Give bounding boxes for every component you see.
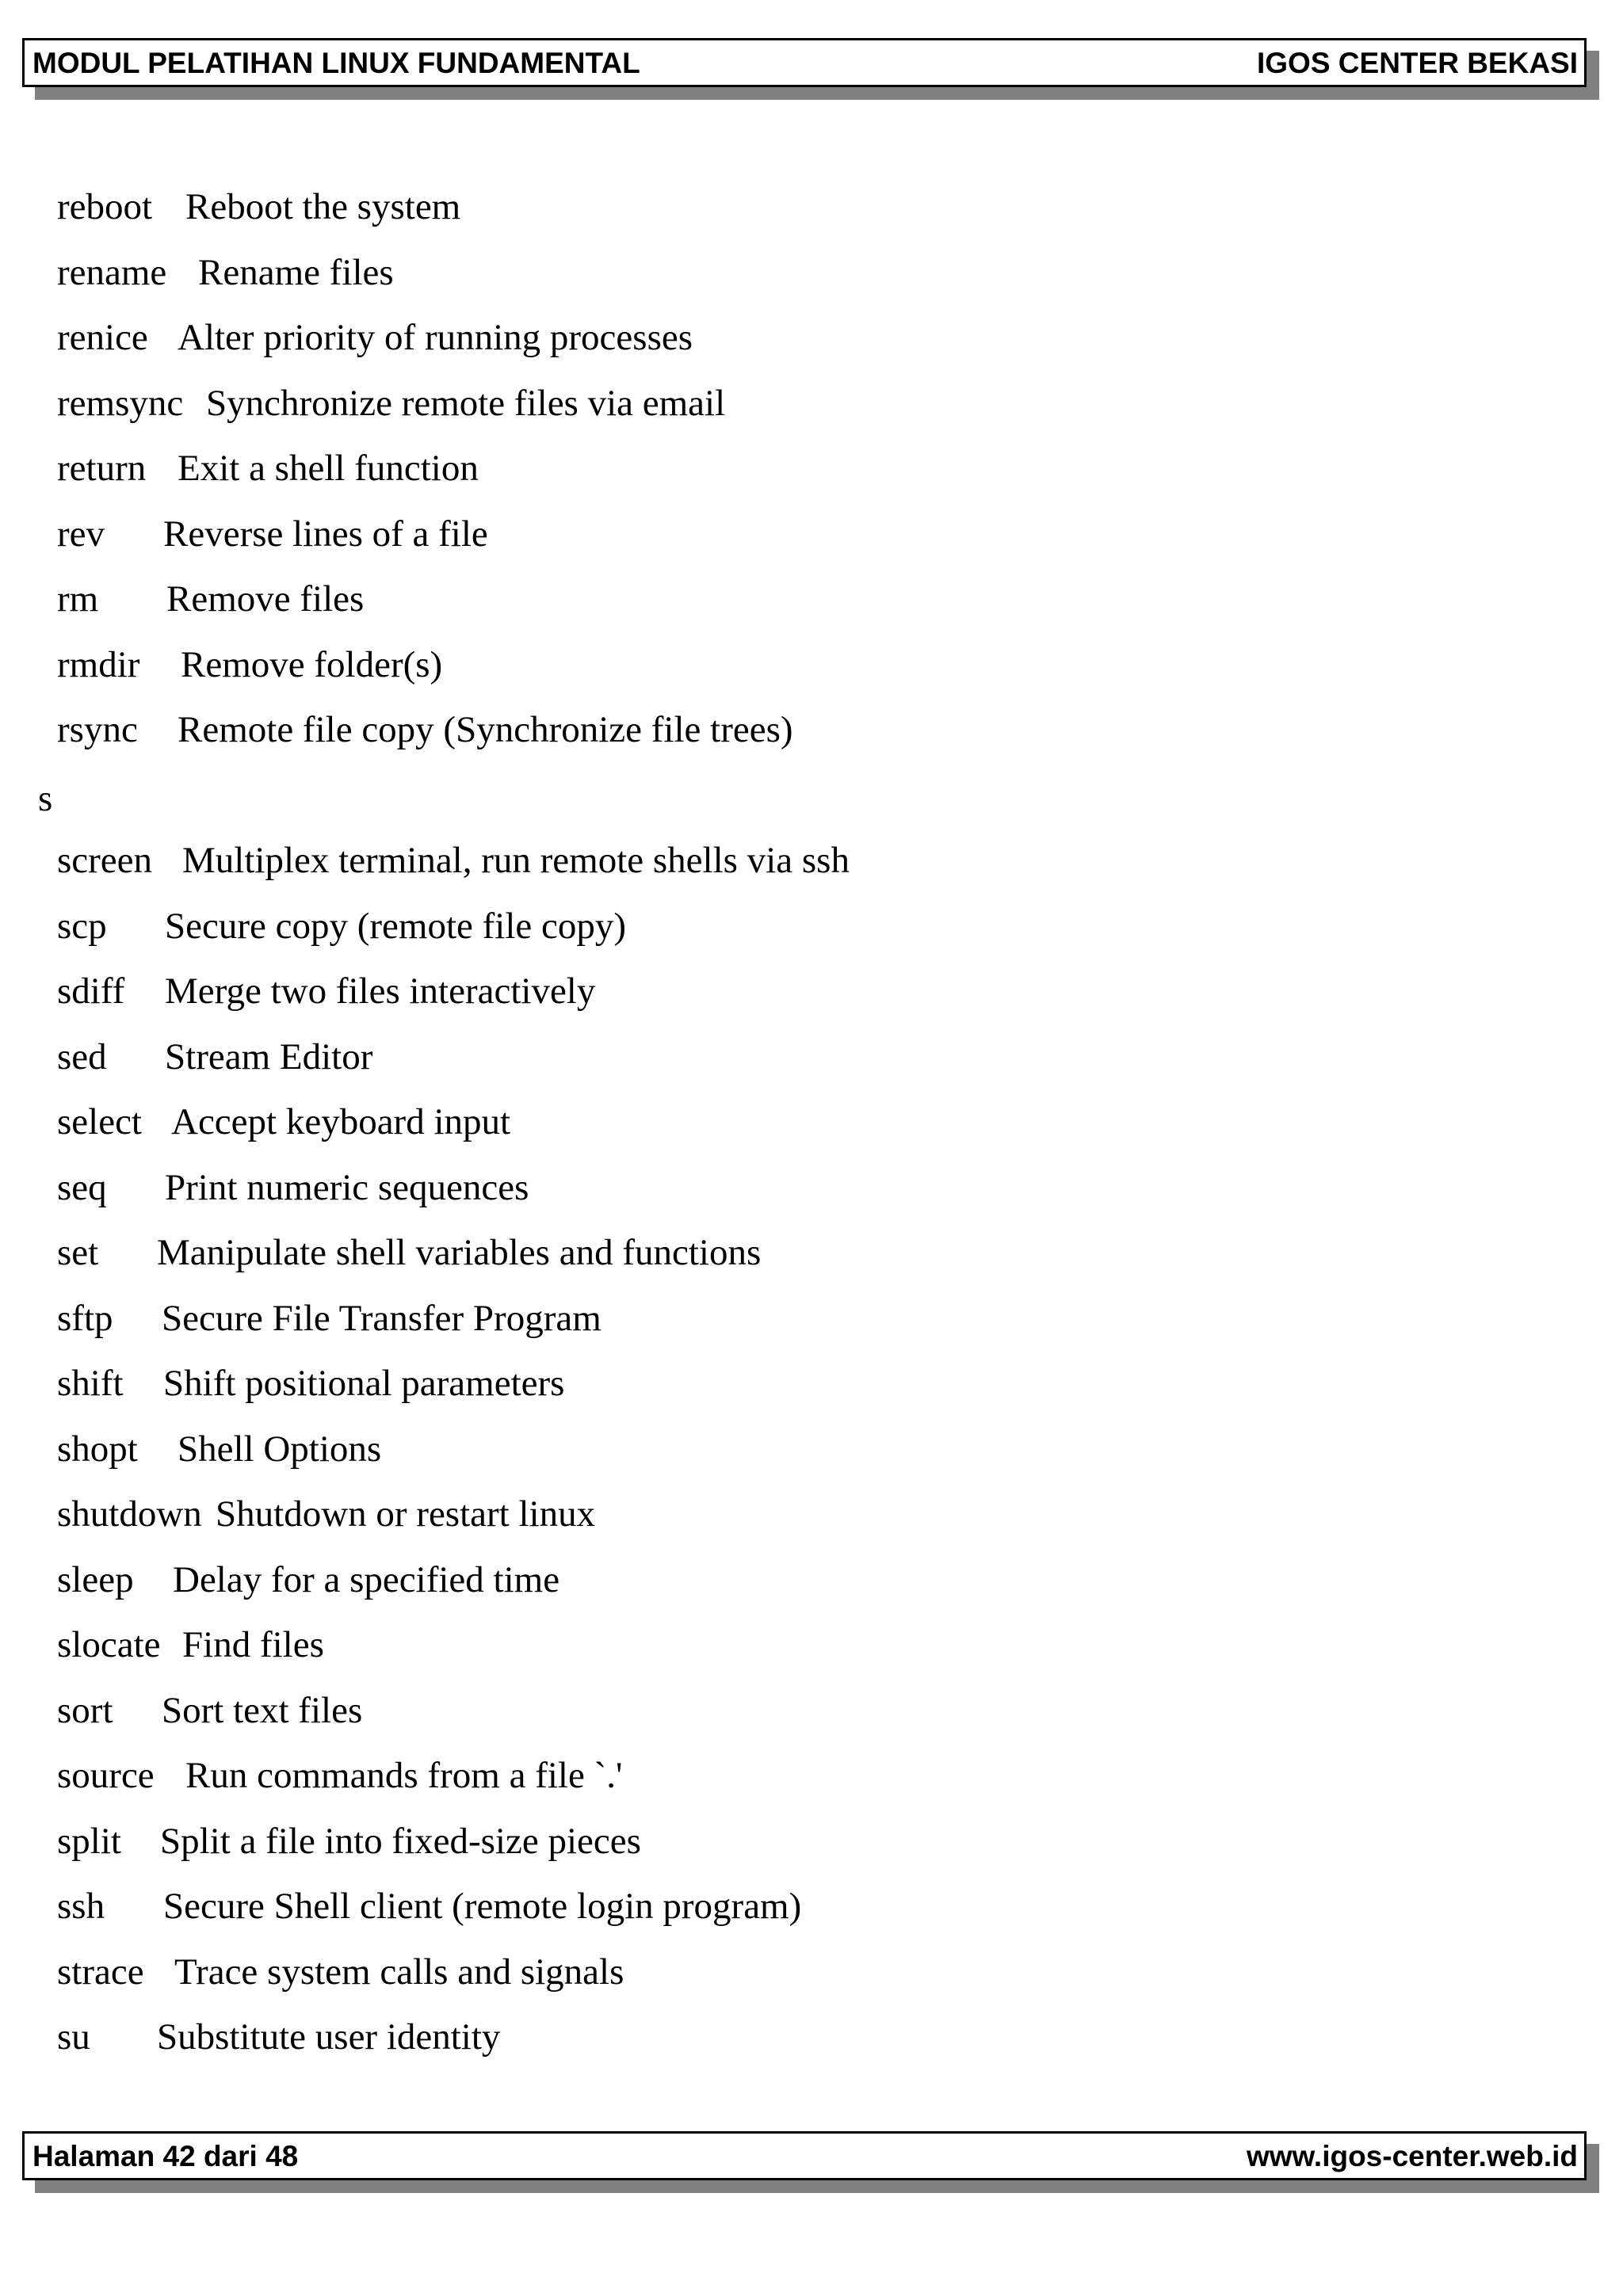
page-number: Halaman 42 dari 48 [32,2139,299,2172]
command-name: remsync [57,382,184,424]
organization-name: IGOS CENTER BEKASI [1257,46,1578,79]
command-name: rename [57,251,167,293]
command-name: seq [57,1166,107,1208]
command-entry [0,1806,1109,1871]
command-description: Exit a shell function [178,448,479,489]
section-letter-label: s [38,777,53,819]
command-entry [0,629,1109,695]
command-entry [0,171,1109,237]
command-entry [0,237,1109,303]
command-description: Sort text files [162,1689,363,1731]
command-description: Secure Shell client (remote login program) [163,1886,802,1927]
command-name: strace [57,1951,144,1993]
command-description: Remove files [166,578,365,620]
command-name: rmdir [57,643,140,685]
command-entry [0,302,1109,368]
command-description: Shift positional parameters [163,1363,565,1404]
command-name: shopt [57,1428,138,1470]
command-entry [0,1609,1109,1675]
command-entry [0,694,1109,760]
command-entry [0,498,1109,564]
command-entry [0,1413,1109,1479]
command-entry [0,1283,1109,1348]
command-name: select [57,1101,142,1142]
section-letter [0,760,1109,826]
command-entry [0,1086,1109,1152]
command-entry [0,433,1109,498]
command-entry [0,1675,1109,1741]
command-name: ssh [57,1886,105,1927]
command-description: Secure File Transfer Program [162,1297,601,1339]
command-entry [0,891,1109,956]
command-name: rev [57,513,105,555]
command-entry [0,1152,1109,1218]
command-description: Print numeric sequences [165,1166,529,1208]
command-description: Delay for a specified time [173,1558,560,1600]
command-name: sftp [57,1297,113,1339]
command-name: sleep [57,1558,134,1600]
command-description: Trace system calls and signals [174,1951,624,1993]
command-entry [0,1936,1109,2002]
command-name: renice [57,317,148,358]
command-name: rm [57,578,99,620]
command-name: rsync [57,709,138,750]
command-entry [0,825,1109,891]
command-description: Accept keyboard input [171,1101,511,1142]
command-name: split [57,1820,121,1862]
command-entry [0,1348,1109,1413]
command-description: Stream Editor [165,1035,373,1077]
command-entry [0,1217,1109,1283]
command-description: Manipulate shell variables and functions [157,1232,762,1273]
command-description: Shutdown or restart linux [216,1493,596,1535]
command-description: Run commands from a file `.' [185,1755,623,1796]
command-entry [0,563,1109,629]
command-description: Remote file copy (Synchronize file trees) [178,709,793,750]
command-entry [0,1871,1109,1936]
command-description: Alter priority of running processes [178,317,693,358]
command-description: Remove folder(s) [181,643,443,685]
command-name: screen [57,840,153,881]
command-list [0,171,1109,2067]
command-name: reboot [57,186,153,227]
website-url: www.igos-center.web.id [1246,2139,1578,2172]
command-description: Merge two files interactively [165,971,596,1012]
command-description: Synchronize remote files via email [206,382,726,424]
page-footer [22,2131,1587,2180]
command-name: return [57,448,147,489]
command-entry [0,1021,1109,1087]
command-name: scp [57,905,107,947]
command-entry [0,1544,1109,1610]
command-description: Reverse lines of a file [163,513,488,555]
command-name: sort [57,1689,113,1731]
command-name: set [57,1232,99,1273]
command-entry [0,368,1109,433]
command-entry [0,955,1109,1021]
command-description: Rename files [198,251,394,293]
command-entry [0,1478,1109,1544]
command-entry [0,2001,1109,2067]
command-description: Split a file into fixed-size pieces [160,1820,641,1862]
command-name: sed [57,1035,107,1077]
command-description: Multiplex terminal, run remote shells via ssh [182,840,850,881]
command-name: shift [57,1363,124,1404]
command-name: su [57,2016,90,2058]
module-title: MODUL PELATIHAN LINUX FUNDAMENTAL [32,46,640,79]
command-name: sdiff [57,971,125,1012]
page-header [22,38,1587,87]
command-description: Secure copy (remote file copy) [165,905,627,947]
command-description: Find files [182,1624,324,1665]
command-name: slocate [57,1624,161,1665]
command-entry [0,1740,1109,1806]
command-description: Reboot the system [185,186,461,227]
command-description: Substitute user identity [157,2016,501,2058]
command-name: shutdown [57,1493,202,1535]
command-description: Shell Options [178,1428,382,1470]
command-name: source [57,1755,155,1796]
